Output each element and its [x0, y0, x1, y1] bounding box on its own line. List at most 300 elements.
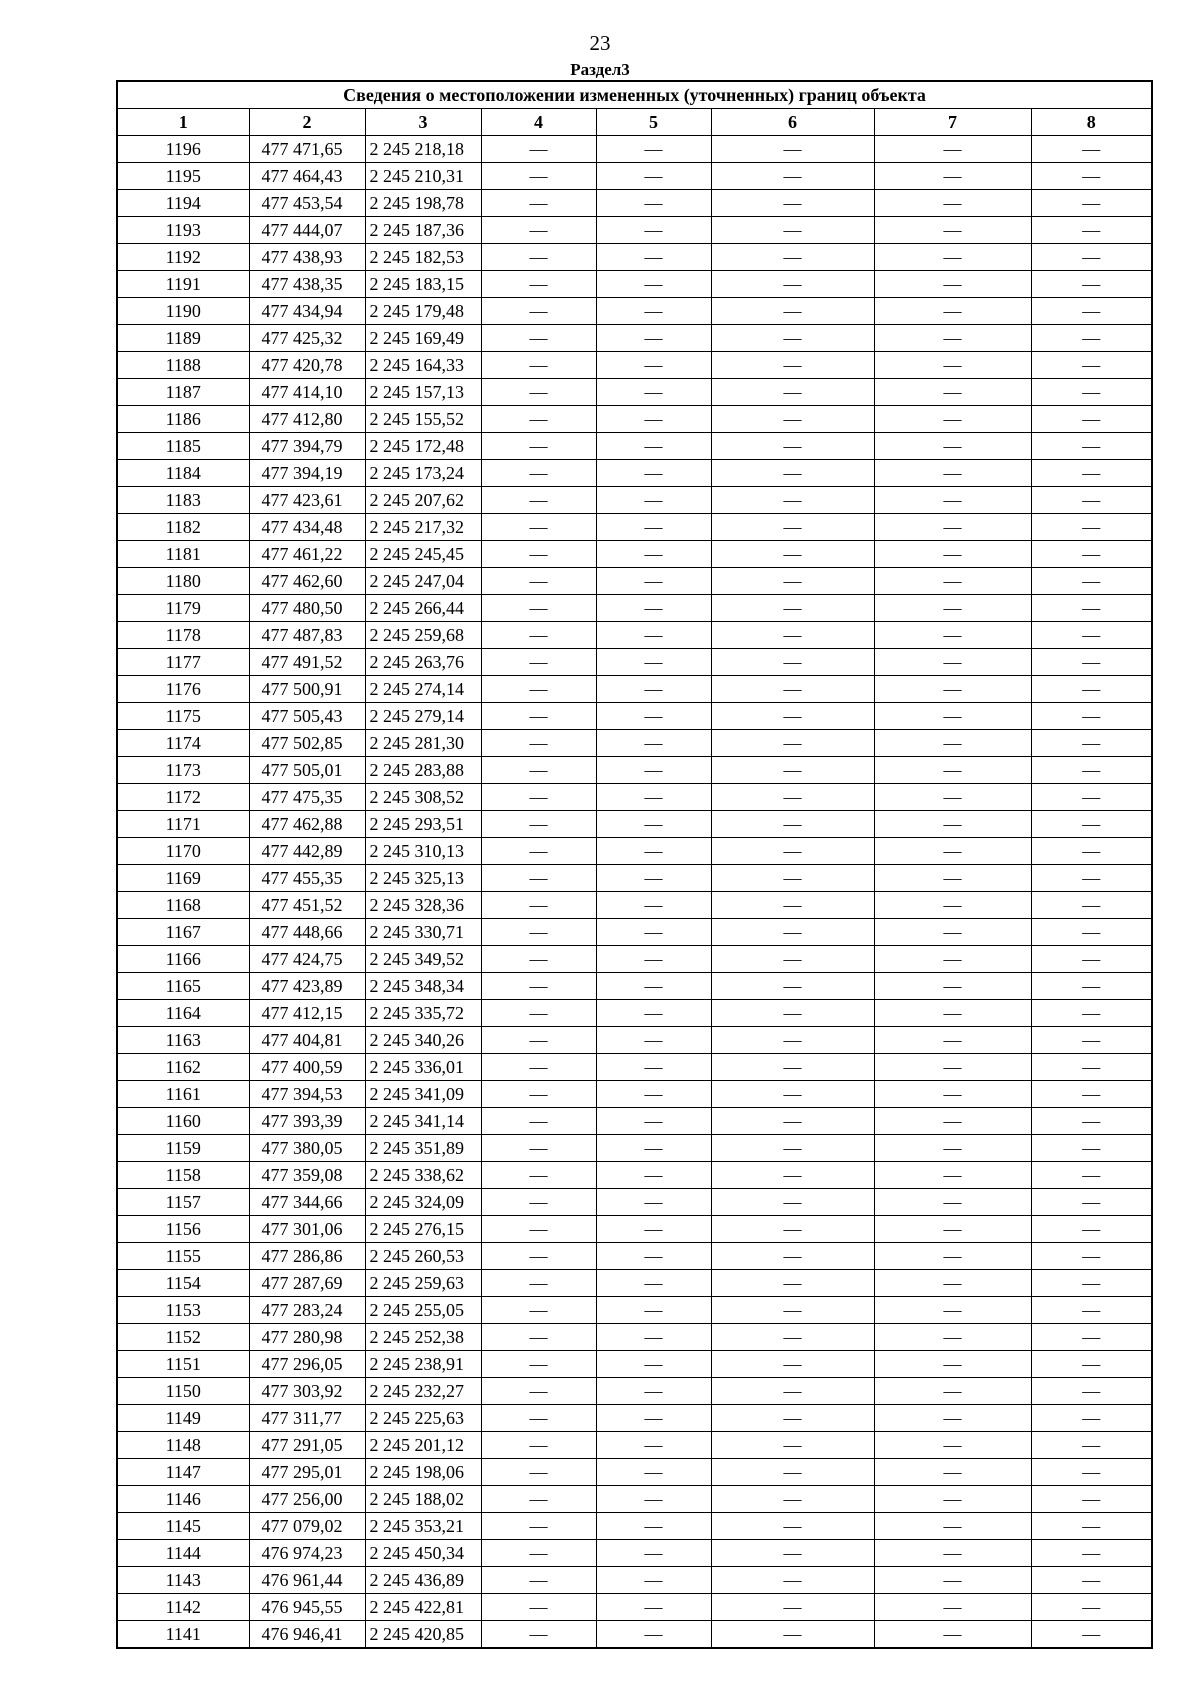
empty-value-cell: —	[874, 1189, 1031, 1216]
table-row	[117, 865, 1152, 892]
empty-value-cell: —	[596, 1108, 711, 1135]
y-coordinate-cell: 2 245 238,91	[365, 1351, 481, 1378]
empty-value-cell: —	[1031, 1351, 1152, 1378]
empty-value-cell: —	[874, 1054, 1031, 1081]
point-number-cell: 1174	[117, 730, 249, 757]
table-row	[117, 244, 1152, 271]
empty-value-cell: —	[874, 217, 1031, 244]
empty-value-cell: —	[596, 568, 711, 595]
table-row	[117, 757, 1152, 784]
empty-value-cell: —	[481, 1351, 596, 1378]
y-coordinate-cell: 2 245 336,01	[365, 1054, 481, 1081]
y-coordinate-cell: 2 245 422,81	[365, 1594, 481, 1621]
point-number-cell: 1158	[117, 1162, 249, 1189]
table-row	[117, 676, 1152, 703]
table-row	[117, 190, 1152, 217]
x-coordinate-cell: 477 400,59	[249, 1054, 365, 1081]
empty-value-cell: —	[874, 1027, 1031, 1054]
column-header: 4	[481, 109, 596, 136]
y-coordinate-cell: 2 245 353,21	[365, 1513, 481, 1540]
empty-value-cell: —	[711, 1621, 874, 1649]
table-row	[117, 541, 1152, 568]
empty-value-cell: —	[481, 460, 596, 487]
empty-value-cell: —	[596, 649, 711, 676]
x-coordinate-cell: 477 434,48	[249, 514, 365, 541]
point-number-cell: 1195	[117, 163, 249, 190]
empty-value-cell: —	[711, 622, 874, 649]
empty-value-cell: —	[596, 1459, 711, 1486]
empty-value-cell: —	[596, 352, 711, 379]
point-number-cell: 1180	[117, 568, 249, 595]
empty-value-cell: —	[711, 136, 874, 163]
page-number: 23	[589, 31, 611, 55]
empty-value-cell: —	[711, 1108, 874, 1135]
point-number-cell: 1169	[117, 865, 249, 892]
empty-value-cell: —	[711, 1432, 874, 1459]
y-coordinate-cell: 2 245 324,09	[365, 1189, 481, 1216]
empty-value-cell: —	[711, 460, 874, 487]
empty-value-cell: —	[481, 433, 596, 460]
empty-value-cell: —	[481, 352, 596, 379]
y-coordinate-cell: 2 245 341,09	[365, 1081, 481, 1108]
x-coordinate-cell: 477 414,10	[249, 379, 365, 406]
empty-value-cell: —	[596, 676, 711, 703]
x-coordinate-cell: 477 423,89	[249, 973, 365, 1000]
x-coordinate-cell: 477 404,81	[249, 1027, 365, 1054]
section-title: Раздел3	[570, 60, 630, 79]
point-number-cell: 1171	[117, 811, 249, 838]
table-row	[117, 649, 1152, 676]
column-header: 5	[596, 109, 711, 136]
empty-value-cell: —	[596, 838, 711, 865]
empty-value-cell: —	[874, 568, 1031, 595]
x-coordinate-cell: 477 079,02	[249, 1513, 365, 1540]
column-header: 3	[365, 109, 481, 136]
empty-value-cell: —	[711, 892, 874, 919]
empty-value-cell: —	[1031, 1513, 1152, 1540]
empty-value-cell: —	[596, 1162, 711, 1189]
empty-value-cell: —	[1031, 217, 1152, 244]
empty-value-cell: —	[711, 244, 874, 271]
y-coordinate-cell: 2 245 183,15	[365, 271, 481, 298]
empty-value-cell: —	[711, 1054, 874, 1081]
x-coordinate-cell: 477 394,19	[249, 460, 365, 487]
empty-value-cell: —	[481, 1405, 596, 1432]
empty-value-cell: —	[481, 865, 596, 892]
empty-value-cell: —	[596, 1081, 711, 1108]
empty-value-cell: —	[874, 703, 1031, 730]
x-coordinate-cell: 477 295,01	[249, 1459, 365, 1486]
empty-value-cell: —	[1031, 595, 1152, 622]
x-coordinate-cell: 477 500,91	[249, 676, 365, 703]
y-coordinate-cell: 2 245 182,53	[365, 244, 481, 271]
empty-value-cell: —	[874, 460, 1031, 487]
empty-value-cell: —	[1031, 1054, 1152, 1081]
empty-value-cell: —	[874, 487, 1031, 514]
empty-value-cell: —	[481, 1189, 596, 1216]
x-coordinate-cell: 477 412,15	[249, 1000, 365, 1027]
point-number-cell: 1163	[117, 1027, 249, 1054]
empty-value-cell: —	[481, 1594, 596, 1621]
empty-value-cell: —	[596, 406, 711, 433]
x-coordinate-cell: 477 380,05	[249, 1135, 365, 1162]
y-coordinate-cell: 2 245 198,78	[365, 190, 481, 217]
point-number-cell: 1178	[117, 622, 249, 649]
y-coordinate-cell: 2 245 247,04	[365, 568, 481, 595]
point-number-cell: 1161	[117, 1081, 249, 1108]
empty-value-cell: —	[874, 190, 1031, 217]
x-coordinate-cell: 477 464,43	[249, 163, 365, 190]
table-row	[117, 1351, 1152, 1378]
table-row	[117, 136, 1152, 163]
point-number-cell: 1162	[117, 1054, 249, 1081]
y-coordinate-cell: 2 245 255,05	[365, 1297, 481, 1324]
empty-value-cell: —	[481, 1540, 596, 1567]
column-header: 1	[117, 109, 249, 136]
point-number-cell: 1170	[117, 838, 249, 865]
empty-value-cell: —	[1031, 163, 1152, 190]
table-row	[117, 1324, 1152, 1351]
point-number-cell: 1186	[117, 406, 249, 433]
empty-value-cell: —	[596, 1621, 711, 1649]
empty-value-cell: —	[596, 1351, 711, 1378]
empty-value-cell: —	[711, 433, 874, 460]
x-coordinate-cell: 477 301,06	[249, 1216, 365, 1243]
y-coordinate-cell: 2 245 351,89	[365, 1135, 481, 1162]
x-coordinate-cell: 477 286,86	[249, 1243, 365, 1270]
empty-value-cell: —	[481, 838, 596, 865]
table-row	[117, 838, 1152, 865]
empty-value-cell: —	[874, 514, 1031, 541]
y-coordinate-cell: 2 245 179,48	[365, 298, 481, 325]
empty-value-cell: —	[711, 1405, 874, 1432]
empty-value-cell: —	[711, 1135, 874, 1162]
x-coordinate-cell: 477 425,32	[249, 325, 365, 352]
empty-value-cell: —	[874, 541, 1031, 568]
empty-value-cell: —	[481, 487, 596, 514]
empty-value-cell: —	[1031, 271, 1152, 298]
point-number-cell: 1182	[117, 514, 249, 541]
empty-value-cell: —	[874, 136, 1031, 163]
empty-value-cell: —	[874, 730, 1031, 757]
empty-value-cell: —	[1031, 406, 1152, 433]
empty-value-cell: —	[481, 271, 596, 298]
empty-value-cell: —	[481, 811, 596, 838]
y-coordinate-cell: 2 245 259,63	[365, 1270, 481, 1297]
y-coordinate-cell: 2 245 173,24	[365, 460, 481, 487]
empty-value-cell: —	[874, 1351, 1031, 1378]
empty-value-cell: —	[481, 919, 596, 946]
empty-value-cell: —	[711, 190, 874, 217]
point-number-cell: 1172	[117, 784, 249, 811]
x-coordinate-cell: 477 453,54	[249, 190, 365, 217]
empty-value-cell: —	[481, 568, 596, 595]
point-number-cell: 1145	[117, 1513, 249, 1540]
table-row	[117, 568, 1152, 595]
empty-value-cell: —	[711, 703, 874, 730]
table-row	[117, 1567, 1152, 1594]
x-coordinate-cell: 477 311,77	[249, 1405, 365, 1432]
empty-value-cell: —	[874, 1162, 1031, 1189]
empty-value-cell: —	[1031, 676, 1152, 703]
empty-value-cell: —	[874, 433, 1031, 460]
empty-value-cell: —	[596, 1000, 711, 1027]
x-coordinate-cell: 476 945,55	[249, 1594, 365, 1621]
empty-value-cell: —	[596, 1243, 711, 1270]
table-row	[117, 1000, 1152, 1027]
empty-value-cell: —	[481, 325, 596, 352]
y-coordinate-cell: 2 245 420,85	[365, 1621, 481, 1649]
point-number-cell: 1143	[117, 1567, 249, 1594]
empty-value-cell: —	[874, 271, 1031, 298]
x-coordinate-cell: 477 438,93	[249, 244, 365, 271]
empty-value-cell: —	[596, 190, 711, 217]
empty-value-cell: —	[1031, 1270, 1152, 1297]
y-coordinate-cell: 2 245 341,14	[365, 1108, 481, 1135]
empty-value-cell: —	[874, 1270, 1031, 1297]
table-row	[117, 892, 1152, 919]
empty-value-cell: —	[596, 1189, 711, 1216]
y-coordinate-cell: 2 245 450,34	[365, 1540, 481, 1567]
empty-value-cell: —	[1031, 541, 1152, 568]
empty-value-cell: —	[596, 1378, 711, 1405]
x-coordinate-cell: 477 393,39	[249, 1108, 365, 1135]
y-coordinate-cell: 2 245 188,02	[365, 1486, 481, 1513]
empty-value-cell: —	[874, 919, 1031, 946]
empty-value-cell: —	[1031, 919, 1152, 946]
empty-value-cell: —	[596, 595, 711, 622]
y-coordinate-cell: 2 245 279,14	[365, 703, 481, 730]
empty-value-cell: —	[596, 1513, 711, 1540]
empty-value-cell: —	[481, 676, 596, 703]
table-row	[117, 1216, 1152, 1243]
empty-value-cell: —	[874, 298, 1031, 325]
empty-value-cell: —	[1031, 1297, 1152, 1324]
y-coordinate-cell: 2 245 218,18	[365, 136, 481, 163]
point-number-cell: 1150	[117, 1378, 249, 1405]
point-number-cell: 1188	[117, 352, 249, 379]
empty-value-cell: —	[481, 1216, 596, 1243]
y-coordinate-cell: 2 245 340,26	[365, 1027, 481, 1054]
y-coordinate-cell: 2 245 308,52	[365, 784, 481, 811]
y-coordinate-cell: 2 245 169,49	[365, 325, 481, 352]
empty-value-cell: —	[481, 163, 596, 190]
empty-value-cell: —	[1031, 352, 1152, 379]
empty-value-cell: —	[1031, 514, 1152, 541]
empty-value-cell: —	[1031, 946, 1152, 973]
empty-value-cell: —	[874, 865, 1031, 892]
point-number-cell: 1173	[117, 757, 249, 784]
x-coordinate-cell: 477 451,52	[249, 892, 365, 919]
x-coordinate-cell: 477 344,66	[249, 1189, 365, 1216]
empty-value-cell: —	[596, 379, 711, 406]
x-coordinate-cell: 477 502,85	[249, 730, 365, 757]
empty-value-cell: —	[874, 1540, 1031, 1567]
empty-value-cell: —	[1031, 1594, 1152, 1621]
point-number-cell: 1154	[117, 1270, 249, 1297]
y-coordinate-cell: 2 245 335,72	[365, 1000, 481, 1027]
empty-value-cell: —	[1031, 1162, 1152, 1189]
table-row	[117, 1108, 1152, 1135]
point-number-cell: 1156	[117, 1216, 249, 1243]
y-coordinate-cell: 2 245 276,15	[365, 1216, 481, 1243]
empty-value-cell: —	[481, 1567, 596, 1594]
table-row	[117, 1540, 1152, 1567]
empty-value-cell: —	[874, 1621, 1031, 1649]
x-coordinate-cell: 477 291,05	[249, 1432, 365, 1459]
empty-value-cell: —	[711, 1027, 874, 1054]
empty-value-cell: —	[711, 163, 874, 190]
empty-value-cell: —	[596, 703, 711, 730]
empty-value-cell: —	[596, 163, 711, 190]
y-coordinate-cell: 2 245 201,12	[365, 1432, 481, 1459]
empty-value-cell: —	[481, 1621, 596, 1649]
empty-value-cell: —	[481, 217, 596, 244]
y-coordinate-cell: 2 245 172,48	[365, 433, 481, 460]
x-coordinate-cell: 477 438,35	[249, 271, 365, 298]
empty-value-cell: —	[481, 703, 596, 730]
empty-value-cell: —	[596, 541, 711, 568]
y-coordinate-cell: 2 245 328,36	[365, 892, 481, 919]
table-row	[117, 1054, 1152, 1081]
point-number-cell: 1153	[117, 1297, 249, 1324]
x-coordinate-cell: 477 283,24	[249, 1297, 365, 1324]
empty-value-cell: —	[1031, 784, 1152, 811]
table-row	[117, 352, 1152, 379]
empty-value-cell: —	[1031, 1000, 1152, 1027]
empty-value-cell: —	[874, 892, 1031, 919]
empty-value-cell: —	[481, 1432, 596, 1459]
point-number-cell: 1167	[117, 919, 249, 946]
table-row	[117, 433, 1152, 460]
point-number-cell: 1191	[117, 271, 249, 298]
empty-value-cell: —	[711, 649, 874, 676]
empty-value-cell: —	[596, 271, 711, 298]
empty-value-cell: —	[596, 1540, 711, 1567]
coordinates-table	[116, 80, 1153, 1649]
table-row	[117, 595, 1152, 622]
empty-value-cell: —	[596, 1405, 711, 1432]
y-coordinate-cell: 2 245 252,38	[365, 1324, 481, 1351]
empty-value-cell: —	[1031, 1108, 1152, 1135]
empty-value-cell: —	[481, 1270, 596, 1297]
empty-value-cell: —	[596, 973, 711, 1000]
point-number-cell: 1151	[117, 1351, 249, 1378]
empty-value-cell: —	[481, 1135, 596, 1162]
empty-value-cell: —	[481, 730, 596, 757]
empty-value-cell: —	[711, 1567, 874, 1594]
empty-value-cell: —	[1031, 811, 1152, 838]
empty-value-cell: —	[596, 1027, 711, 1054]
empty-value-cell: —	[596, 946, 711, 973]
point-number-cell: 1176	[117, 676, 249, 703]
empty-value-cell: —	[711, 1243, 874, 1270]
table-row	[117, 1486, 1152, 1513]
point-number-cell: 1157	[117, 1189, 249, 1216]
empty-value-cell: —	[874, 1081, 1031, 1108]
empty-value-cell: —	[481, 541, 596, 568]
y-coordinate-cell: 2 245 157,13	[365, 379, 481, 406]
table-body	[117, 136, 1152, 1649]
empty-value-cell: —	[711, 676, 874, 703]
empty-value-cell: —	[1031, 433, 1152, 460]
empty-value-cell: —	[874, 649, 1031, 676]
empty-value-cell: —	[596, 244, 711, 271]
empty-value-cell: —	[1031, 1540, 1152, 1567]
empty-value-cell: —	[481, 1054, 596, 1081]
table-row	[117, 163, 1152, 190]
y-coordinate-cell: 2 245 217,32	[365, 514, 481, 541]
point-number-cell: 1148	[117, 1432, 249, 1459]
table-row	[117, 1459, 1152, 1486]
y-coordinate-cell: 2 245 310,13	[365, 838, 481, 865]
point-number-cell: 1196	[117, 136, 249, 163]
empty-value-cell: —	[711, 568, 874, 595]
x-coordinate-cell: 477 448,66	[249, 919, 365, 946]
empty-value-cell: —	[874, 1594, 1031, 1621]
empty-value-cell: —	[481, 379, 596, 406]
empty-value-cell: —	[596, 433, 711, 460]
empty-value-cell: —	[481, 514, 596, 541]
x-coordinate-cell: 477 462,88	[249, 811, 365, 838]
empty-value-cell: —	[874, 676, 1031, 703]
empty-value-cell: —	[1031, 1621, 1152, 1649]
table-row	[117, 973, 1152, 1000]
empty-value-cell: —	[596, 1567, 711, 1594]
empty-value-cell: —	[1031, 460, 1152, 487]
y-coordinate-cell: 2 245 232,27	[365, 1378, 481, 1405]
y-coordinate-cell: 2 245 164,33	[365, 352, 481, 379]
column-header: 6	[711, 109, 874, 136]
empty-value-cell: —	[874, 163, 1031, 190]
empty-value-cell: —	[596, 1054, 711, 1081]
table-row	[117, 514, 1152, 541]
empty-value-cell: —	[596, 919, 711, 946]
point-number-cell: 1141	[117, 1621, 249, 1649]
table-caption: Сведения о местоположении измененных (уточненных) границ объекта	[117, 81, 1152, 109]
empty-value-cell: —	[874, 406, 1031, 433]
empty-value-cell: —	[874, 1135, 1031, 1162]
empty-value-cell: —	[874, 1405, 1031, 1432]
empty-value-cell: —	[481, 190, 596, 217]
empty-value-cell: —	[596, 1432, 711, 1459]
empty-value-cell: —	[711, 379, 874, 406]
empty-value-cell: —	[711, 1378, 874, 1405]
x-coordinate-cell: 476 961,44	[249, 1567, 365, 1594]
x-coordinate-cell: 477 505,01	[249, 757, 365, 784]
y-coordinate-cell: 2 245 260,53	[365, 1243, 481, 1270]
empty-value-cell: —	[481, 1162, 596, 1189]
empty-value-cell: —	[711, 1081, 874, 1108]
y-coordinate-cell: 2 245 293,51	[365, 811, 481, 838]
empty-value-cell: —	[711, 730, 874, 757]
empty-value-cell: —	[481, 973, 596, 1000]
y-coordinate-cell: 2 245 187,36	[365, 217, 481, 244]
empty-value-cell: —	[1031, 1324, 1152, 1351]
x-coordinate-cell: 477 505,43	[249, 703, 365, 730]
empty-value-cell: —	[1031, 865, 1152, 892]
y-coordinate-cell: 2 245 225,63	[365, 1405, 481, 1432]
y-coordinate-cell: 2 245 259,68	[365, 622, 481, 649]
x-coordinate-cell: 477 280,98	[249, 1324, 365, 1351]
empty-value-cell: —	[596, 1135, 711, 1162]
empty-value-cell: —	[711, 406, 874, 433]
table-row	[117, 379, 1152, 406]
empty-value-cell: —	[711, 757, 874, 784]
x-coordinate-cell: 477 487,83	[249, 622, 365, 649]
empty-value-cell: —	[711, 811, 874, 838]
empty-value-cell: —	[596, 298, 711, 325]
